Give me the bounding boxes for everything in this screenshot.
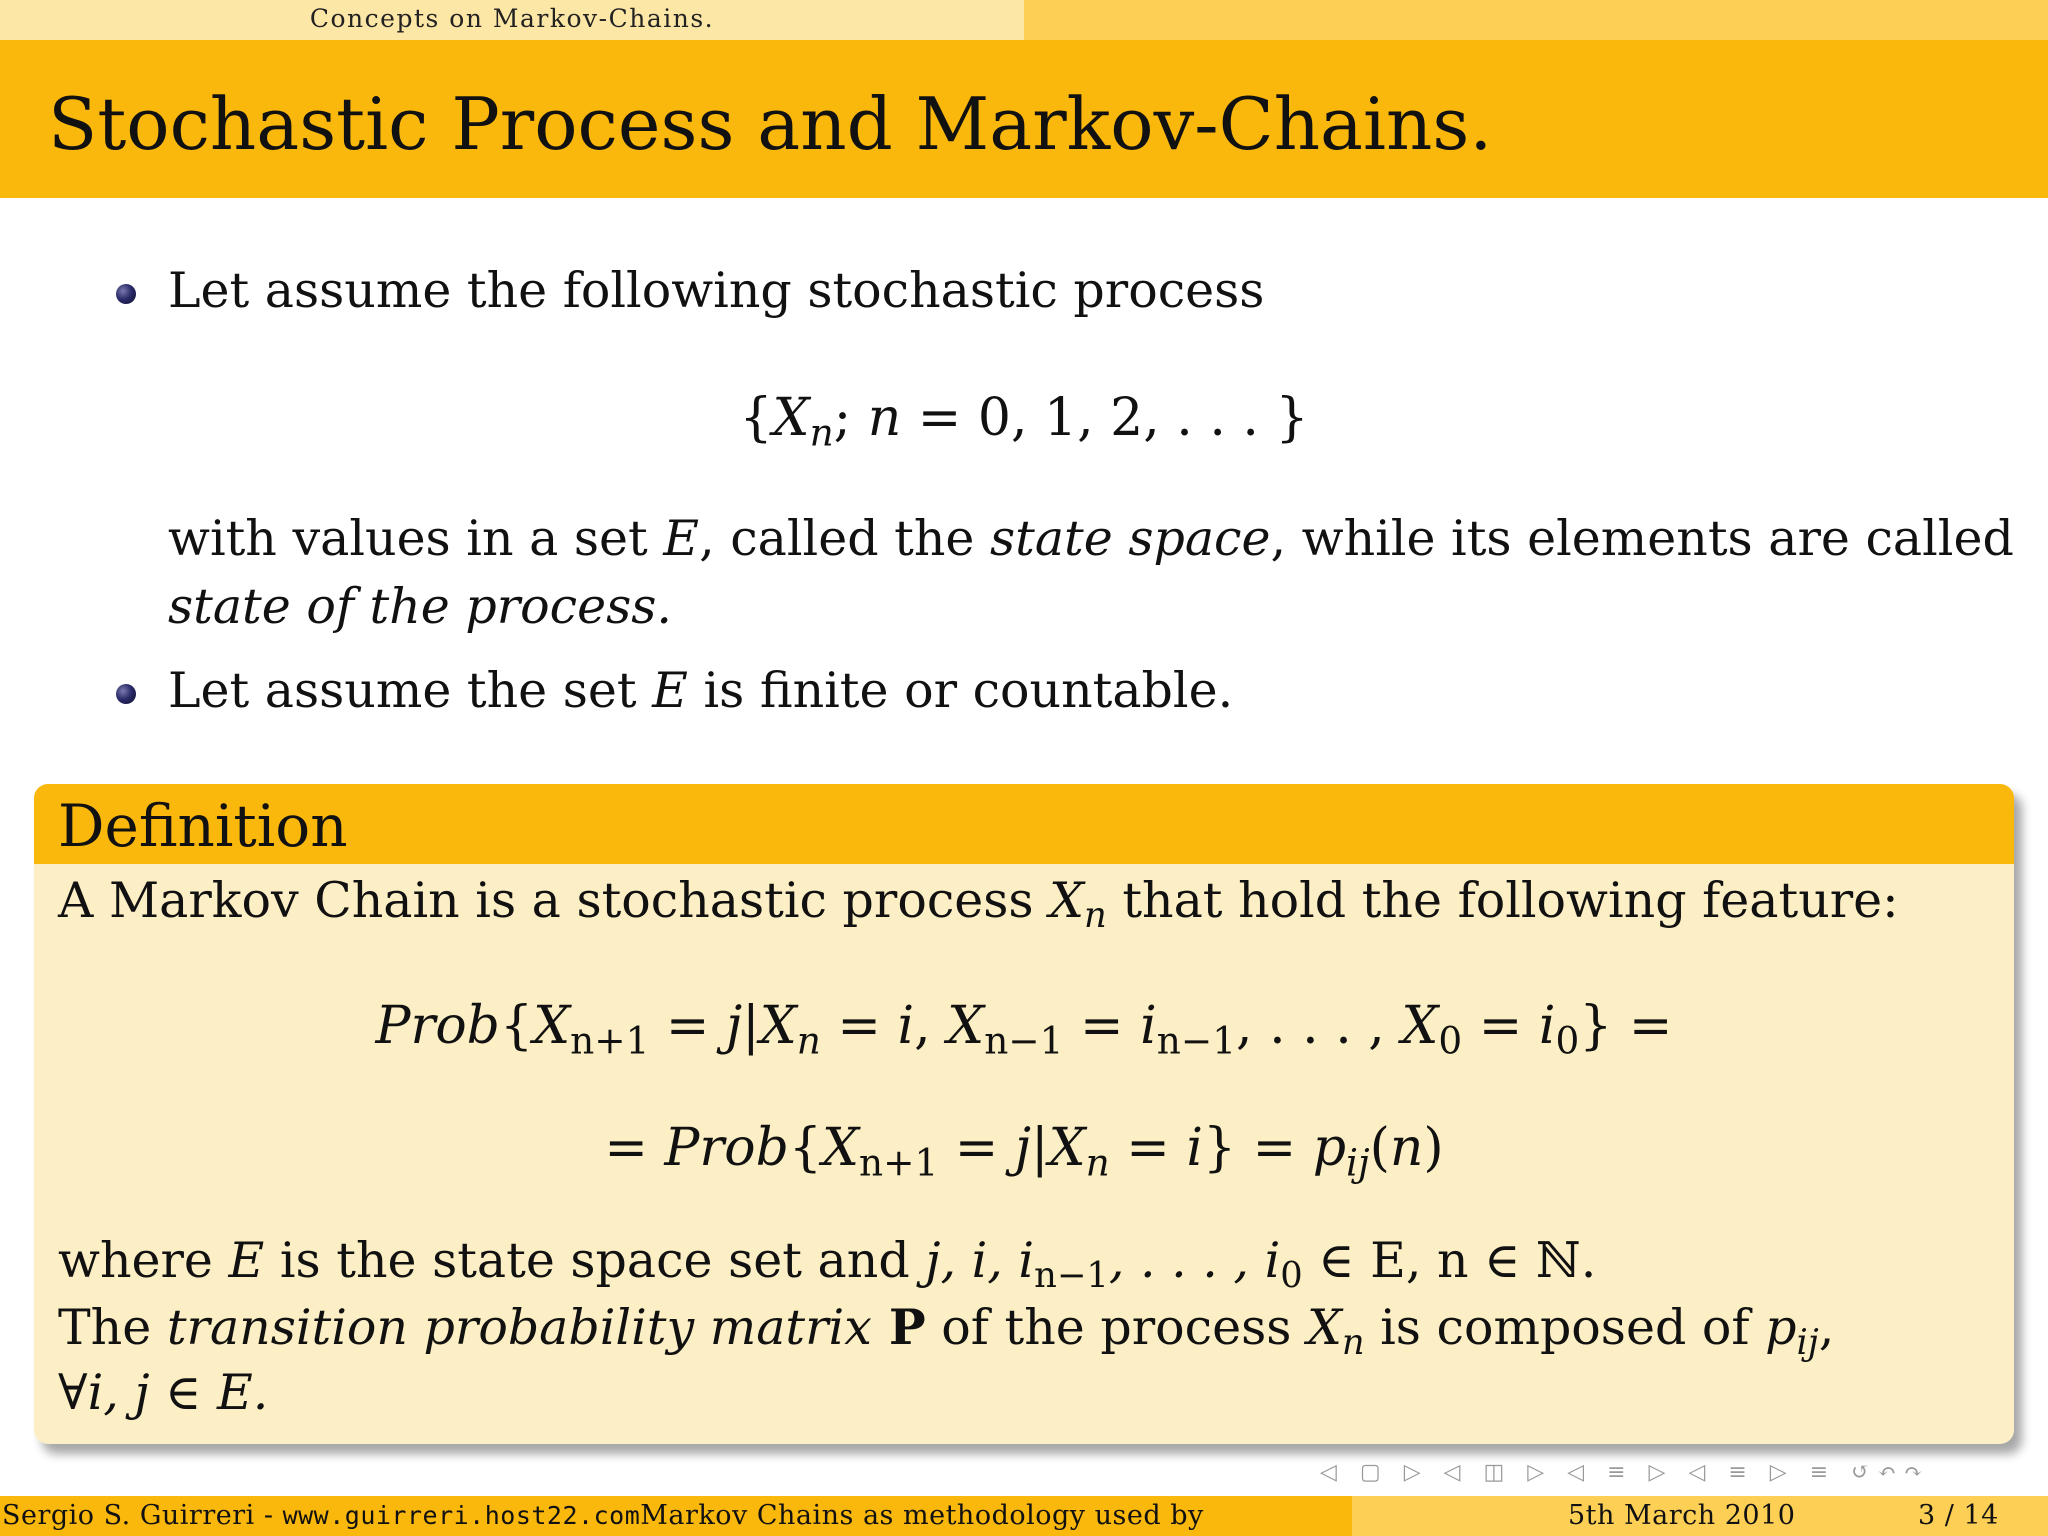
definition-line-1 — [58, 872, 1899, 936]
definition-header — [34, 784, 2014, 864]
footer-author — [2, 1500, 1204, 1531]
matrix-symbol: P — [871, 1298, 926, 1356]
definition-heading: Definition — [58, 792, 348, 860]
math-symbol: E — [228, 1232, 265, 1289]
text-span: that hold the following feature: — [1106, 872, 1899, 929]
bullet-2-text — [168, 662, 1233, 719]
bullet-1-text: Let assume the following stochastic process — [168, 262, 1265, 319]
text-span: where — [58, 1232, 229, 1289]
footer-url-link[interactable]: www.guirreri.host22.com — [282, 1501, 641, 1530]
math-subscript: ij — [1796, 1321, 1819, 1363]
text-span: , while its elements are called — [1270, 510, 2014, 567]
math-symbol: j, i, i — [925, 1232, 1035, 1289]
math-subscript: n — [1084, 894, 1107, 936]
text-span: The — [58, 1299, 167, 1356]
math-subscript: 0 — [1280, 1254, 1303, 1296]
footer-page-number: 3 / 14 — [1918, 1500, 1999, 1531]
footer-author-name: Sergio S. Guirreri - — [2, 1500, 283, 1531]
stochastic-process-formula: {$X_n$; n = 0, 1, 2, . . . } — [739, 388, 1309, 455]
math-symbol: E — [663, 510, 700, 567]
math-symbol: E — [652, 662, 688, 719]
markov-property-formula: $Prob\{X_{n+1} = j|X_n = i$, $X_{n-1} = i_{n-1}$, . . . , $X_0 = i_0$} = — [375, 996, 1673, 1063]
math-symbol: , . . . , i — [1108, 1232, 1281, 1289]
italic-term: transition probability matrix — [166, 1299, 872, 1356]
bullet-icon — [116, 284, 136, 304]
bullet-icon — [116, 684, 136, 704]
footer-talk-title: Markov Chains as methodology used by — [640, 1500, 1204, 1531]
text-span: A Markov Chain is a stochastic process — [58, 872, 1050, 929]
text-span: , — [1818, 1299, 1835, 1356]
slide-title: Stochastic Process and Markov-Chains. — [48, 82, 1493, 166]
text-span: is composed of — [1364, 1299, 1766, 1356]
italic-term: state space — [990, 510, 1271, 567]
definition-matrix-line — [58, 1298, 1835, 1363]
math-subscript: n−1 — [1034, 1254, 1109, 1296]
text-span: is finite or countable. — [687, 662, 1234, 719]
math-symbol: X — [1049, 872, 1085, 929]
text-span: with values in a set — [168, 510, 664, 567]
transition-probability-formula: = $Prob\{X_{n+1} = j|X_n = i\} = p_{ij}(n)$ — [604, 1118, 1444, 1185]
title-bar — [0, 40, 2048, 198]
definition-forall-line: ∀i, j ∈ E. — [58, 1364, 269, 1421]
bullet-1-continuation-2: state of the process. — [168, 578, 672, 635]
beamer-navigation-icons[interactable]: ◁ ▢ ▷ ◁ ◫ ▷ ◁ ≡ ▷ ◁ ≡ ▷ ≡ ↺↶↷ — [1320, 1460, 1931, 1485]
math-subscript: n — [1341, 1321, 1365, 1363]
header-section-nav[interactable] — [0, 0, 1024, 40]
definition-block — [34, 784, 2014, 1444]
math-symbol: X — [1306, 1299, 1342, 1356]
math-symbol: p — [1765, 1299, 1797, 1356]
text-span: Let assume the set — [168, 662, 653, 719]
bullet-1-continuation — [168, 510, 2014, 567]
header-section-label: Concepts on Markov-Chains. — [309, 4, 715, 33]
footer-bar — [0, 1496, 2048, 1536]
text-span: , called the — [699, 510, 990, 567]
definition-where-line — [58, 1232, 1597, 1296]
text-span: ∈ E, n ∈ ℕ. — [1302, 1232, 1597, 1289]
text-span: is the state space set and — [264, 1232, 926, 1289]
footer-date: 5th March 2010 — [1568, 1500, 1796, 1531]
text-span: of the process — [925, 1299, 1307, 1356]
